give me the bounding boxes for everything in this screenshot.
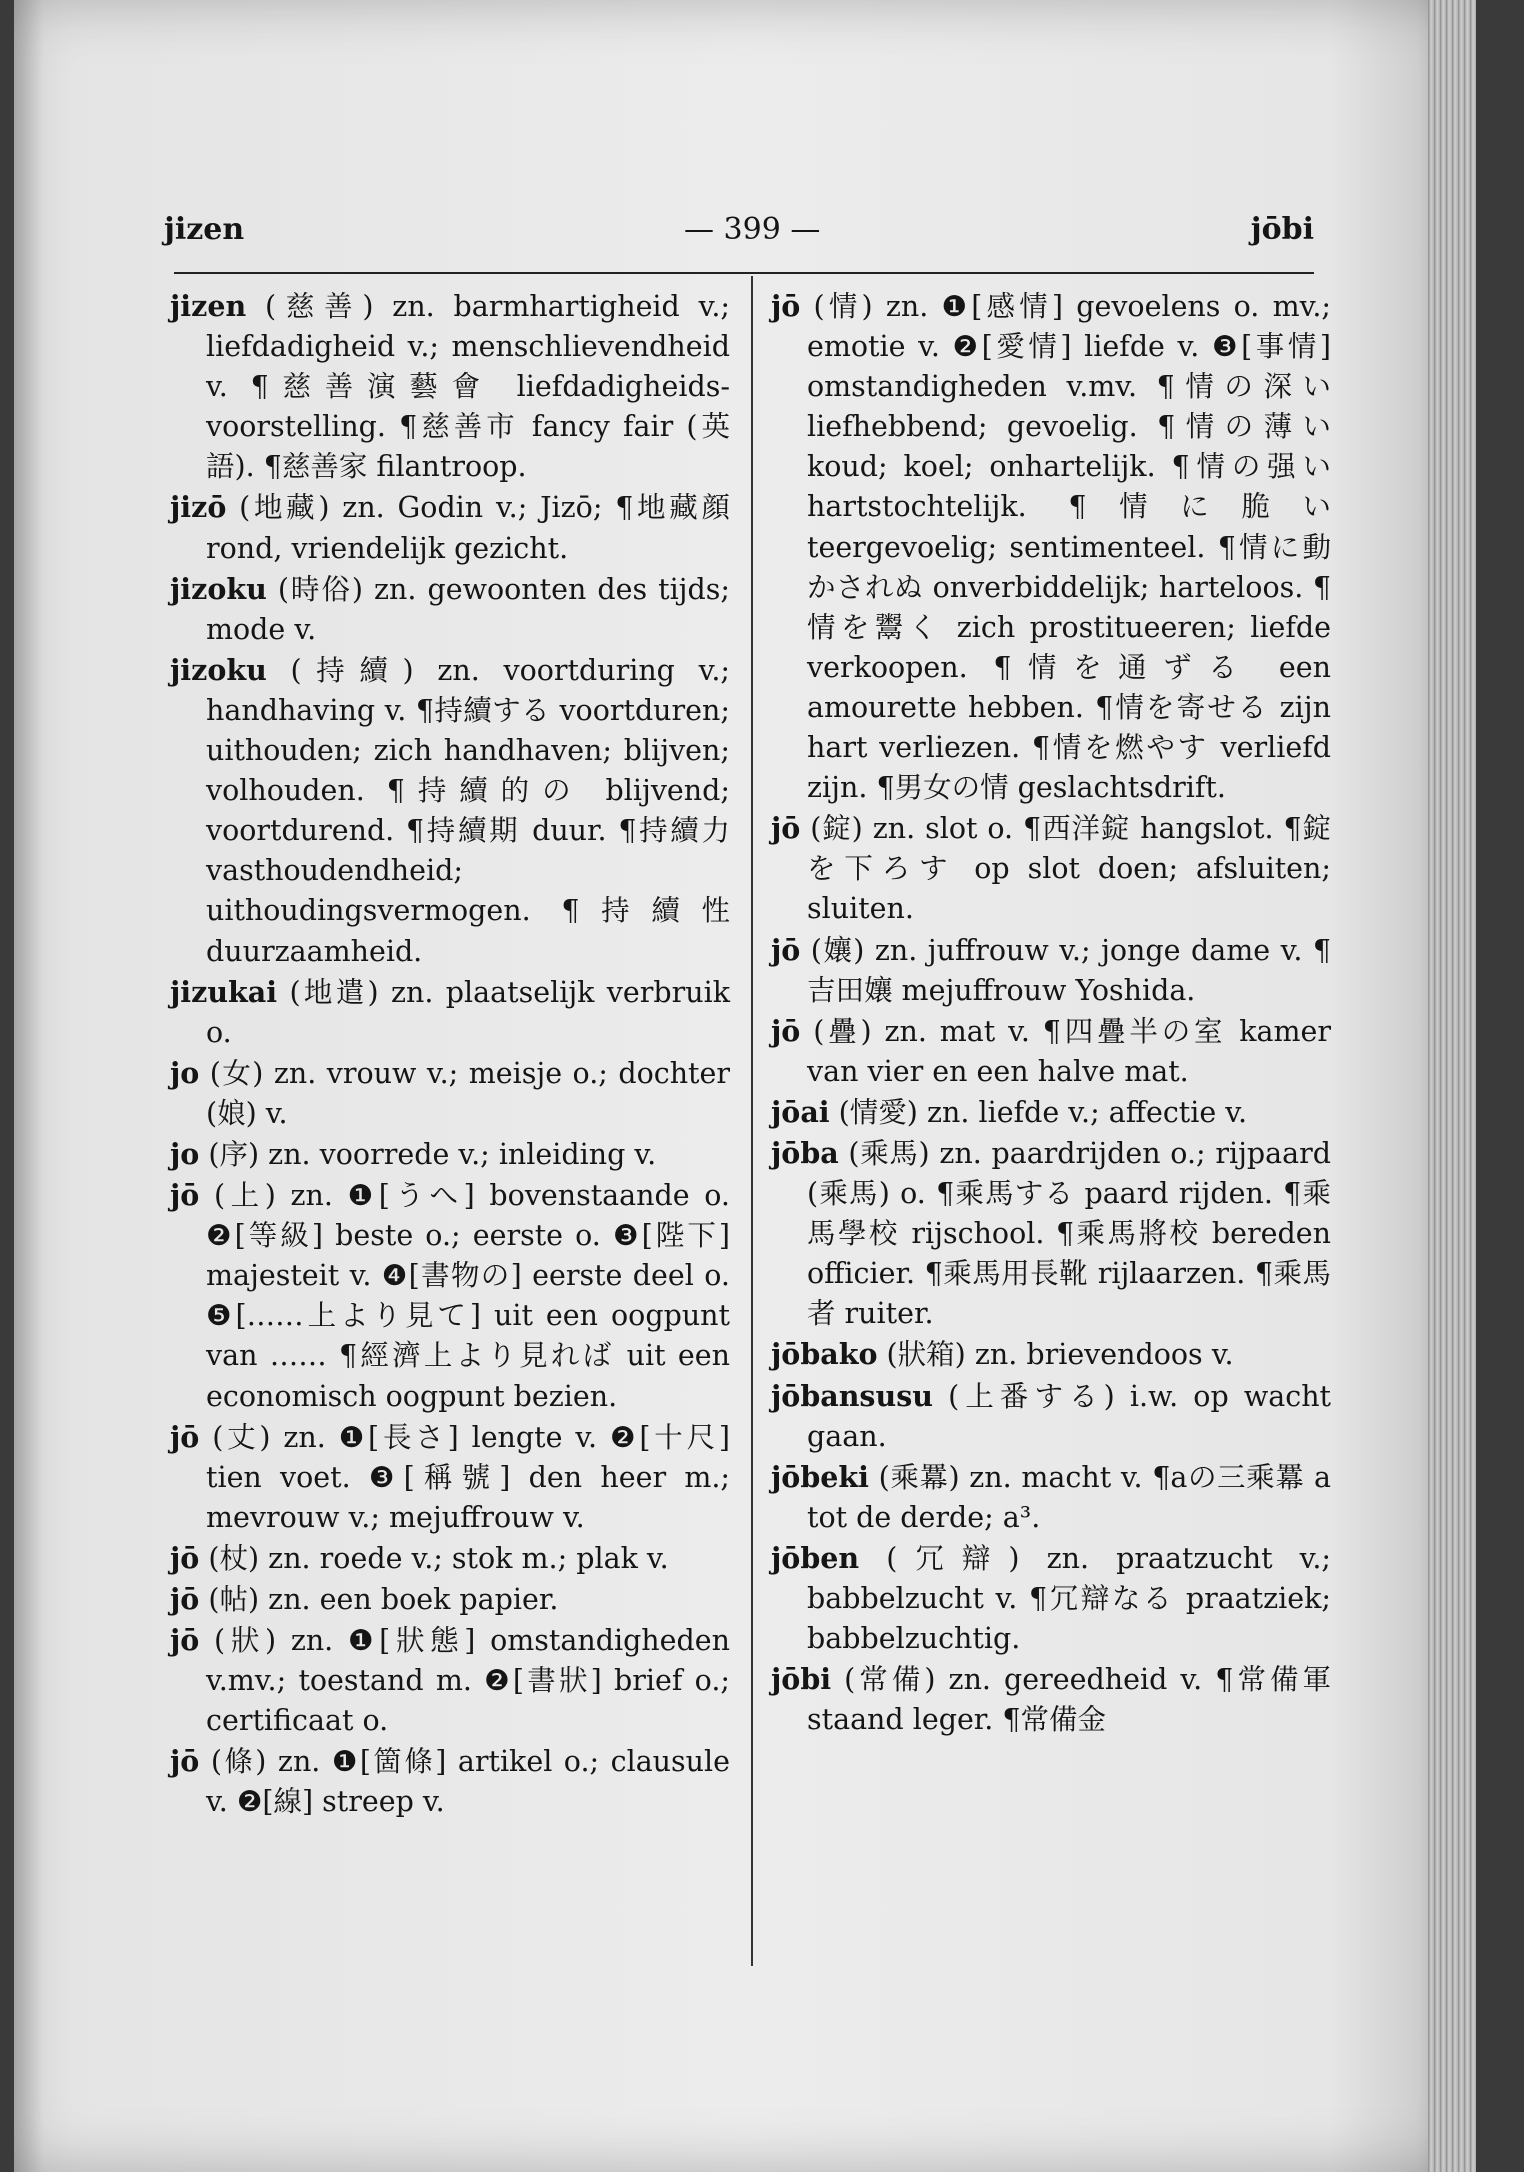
definition: (慈善) zn. barmhartigheid v.; liefdadigheid v.; menschlievendheid v. ¶慈善演藝會 liefdadigheids-voorstelling. ¶慈善市 fancy fair (英語). ¶慈善家 filantroop. — [206, 290, 730, 484]
definition: (情愛) zn. liefde v.; affectie v. — [829, 1095, 1248, 1129]
definition: (地遣) zn. plaatselijk verbruik o. — [206, 975, 730, 1049]
headword: jizoku — [170, 571, 267, 606]
headword: jōbi — [771, 1662, 832, 1697]
entry — [771, 1334, 1331, 1375]
page-number: — 399 — — [684, 212, 821, 247]
definition: (地藏) zn. Godin v.; Jizō; ¶地藏顔 rond, vriendelijk gezicht. — [206, 491, 730, 565]
entry — [170, 1538, 730, 1579]
entry — [771, 1376, 1331, 1457]
definition: (序) zn. voorrede v.; inleiding v. — [199, 1137, 657, 1171]
headword: jō — [170, 1419, 200, 1454]
headword: jō — [170, 1582, 200, 1616]
headword: jōbako — [771, 1337, 878, 1372]
entry — [170, 1175, 730, 1417]
definition: (錠) zn. slot o. ¶西洋錠 hangslot. ¶錠を下ろす op slot doen; afsluiten; sluiten. — [800, 812, 1331, 926]
guide-word-right: jōbi — [1250, 212, 1314, 247]
right-column — [771, 286, 1331, 1740]
headword: jizō — [170, 490, 227, 525]
definition: (狀箱) zn. brievendoos v. — [877, 1338, 1234, 1372]
left-column — [170, 286, 730, 1823]
entry — [170, 1741, 730, 1822]
headword: jō — [771, 811, 801, 846]
headword: jōba — [771, 1135, 839, 1170]
entry — [771, 1457, 1331, 1538]
entry — [170, 1053, 730, 1134]
entry — [170, 1417, 730, 1538]
entry — [771, 1011, 1331, 1092]
entry — [170, 972, 730, 1053]
definition: (情) zn. ❶[感情] gevoelens o. mv.; emotie v. ❷[愛情] liefde v. ❸[事情] omstandigheden v.mv. ¶情の深い liefhebbend; gevoelig. ¶情の薄い koud; koel; onhartelijk. ¶情の强い hartstochtelijk. ¶情に脆い teergevoelig; sentimenteel. ¶情に動かされぬ onverbiddelijk; harteloos. ¶情を鬻く zich prostitueeren; liefde verkoopen. ¶情を通ずる een amourette hebben. ¶情を寄せる zijn hart verliezen. ¶情を燃やす verliefd zijn. ¶男女の情 geslachtsdrift. — [800, 290, 1331, 805]
entry — [170, 1134, 730, 1175]
definition: (乘羃) zn. macht v. ¶aの三乘羃 a tot de derde; a³. — [807, 1460, 1331, 1534]
definition: (時俗) zn. gewoonten des tijds; mode v. — [206, 572, 730, 646]
definition: (丈) zn. ❶[長さ] lengte v. ❷[十尺] tien voet. ❸[稱號] den heer m.; mevrouw v.; mejuffrouw v. — [199, 1420, 730, 1534]
headword: jo — [170, 1136, 200, 1171]
entry — [771, 1133, 1331, 1334]
page-edge — [1428, 0, 1476, 2172]
headword: jō — [771, 932, 801, 967]
entry — [170, 569, 730, 650]
headword: jō — [771, 1013, 801, 1048]
headword: jō — [771, 289, 801, 323]
entry — [771, 930, 1331, 1011]
definition: (常備) zn. gereedheid v. ¶常備軍 staand leger. ¶常備金 — [807, 1663, 1331, 1737]
entry — [170, 1579, 730, 1620]
headword: jō — [170, 1178, 200, 1213]
definition: (冗辯) zn. praatzucht v.; babbelzucht v. ¶冗辯なる praatziek; babbelzuchtig. — [807, 1541, 1331, 1656]
entry — [771, 1659, 1331, 1740]
definition: (上番する) i.w. op wacht gaan. — [807, 1379, 1331, 1453]
definition: (杖) zn. roede v.; stok m.; plak v. — [199, 1541, 669, 1575]
guide-word-left: jizen — [164, 212, 245, 247]
entry — [170, 487, 730, 568]
column-divider — [751, 276, 753, 1966]
definition: (疊) zn. mat v. ¶四疊半の室 kamer van vier en een halve mat. — [800, 1014, 1331, 1088]
headword: jōben — [771, 1540, 860, 1575]
entry — [170, 650, 730, 972]
definition: (上) zn. ❶[うへ] bovenstaande o. ❷[等級] beste o.; eerste o. ❸[陛下] majesteit v. ❹[書物の] eerste deel o. ❺[……上より見て] uit een oogpunt van …… ¶經濟上より見れば uit een economisch oogpunt bezien. — [199, 1179, 730, 1413]
headword: jizoku — [170, 652, 267, 687]
entry — [170, 286, 730, 487]
definition: (條) zn. ❶[箇條] artikel o.; clausule v. ❷[線] streep v. — [199, 1745, 730, 1819]
entry — [771, 1092, 1331, 1133]
entry — [771, 808, 1331, 929]
headword: jizukai — [170, 974, 278, 1009]
definition: (狀) zn. ❶[狀態] omstandigheden v.mv.; toestand m. ❷[書狀] brief o.; certificaat o. — [199, 1624, 730, 1738]
definition: (女) zn. vrouw v.; meisje o.; dochter (娘) v. — [199, 1056, 730, 1130]
definition: (乘馬) zn. paardrijden o.; rijpaard (乘馬) o. ¶乘馬する paard rijden. ¶乘馬學校 rijschool. ¶乘馬將校 bereden officier. ¶乘馬用長靴 rijlaarzen. ¶乘馬者 ruiter. — [807, 1136, 1331, 1331]
dictionary-page — [14, 0, 1476, 2172]
headword: jōai — [771, 1094, 830, 1129]
definition: (持續) zn. voortduring v.; handhaving v. ¶持續する voortduren; uithouden; zich handhaven; blijven; volhouden. ¶持續的の blijvend; voortdurend. ¶持續期 duur. ¶持續力 vasthoudendheid; uithoudingsvermogen. ¶持續性 duurzaamheid. — [206, 653, 730, 968]
headword: jō — [170, 1623, 200, 1658]
definition: (帖) zn. een boek papier. — [199, 1583, 559, 1616]
headword: jōbansusu — [771, 1378, 933, 1413]
headword: jō — [170, 1540, 200, 1575]
entry — [771, 1538, 1331, 1659]
headword: jizen — [170, 289, 247, 323]
header-rule — [174, 272, 1314, 274]
headword: jōbeki — [771, 1459, 869, 1494]
definition: (孃) zn. juffrouw v.; jonge dame v. ¶吉田孃 mejuffrouw Yoshida. — [800, 933, 1331, 1007]
headword: jo — [170, 1055, 200, 1090]
headword: jō — [170, 1744, 200, 1779]
running-header — [164, 212, 1314, 256]
entry — [771, 286, 1331, 808]
entry — [170, 1620, 730, 1741]
